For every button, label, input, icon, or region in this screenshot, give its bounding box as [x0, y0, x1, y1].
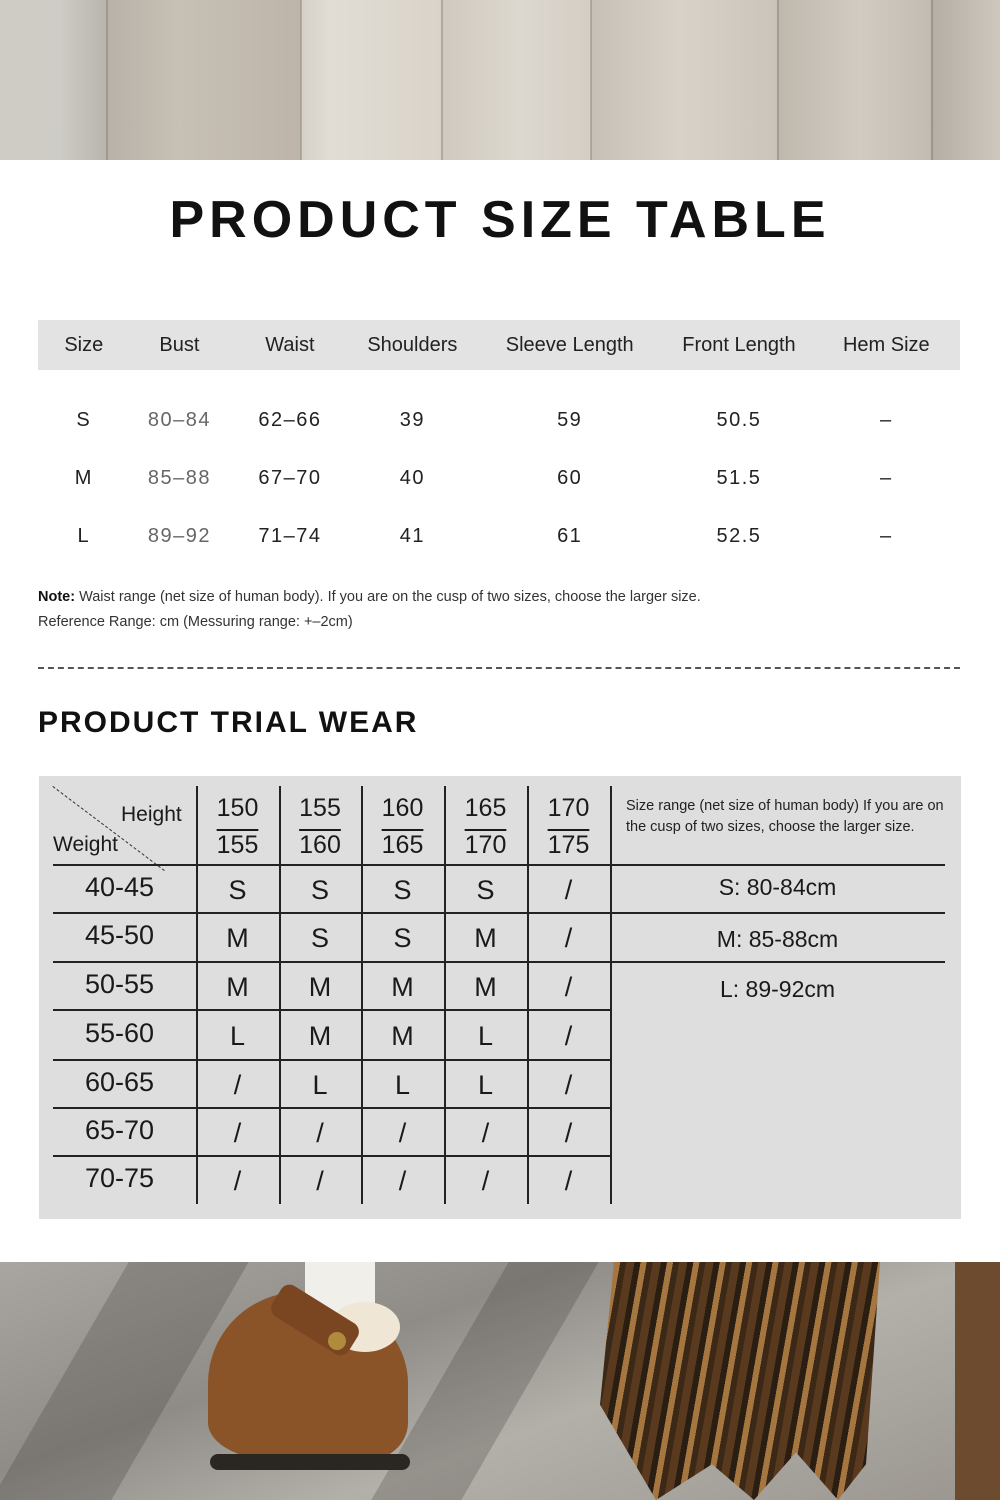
wall-plank-edge [300, 0, 302, 160]
wall-plank-edge [931, 0, 933, 160]
cell-sleeve-length: 60 [557, 466, 583, 489]
size-table-header [38, 320, 960, 370]
size-table [38, 320, 960, 565]
shoe-sole [210, 1454, 410, 1470]
fit-cell: L [229, 1020, 246, 1051]
range-m: M: 85-88cm [716, 926, 839, 952]
wooden-post [955, 1262, 1000, 1500]
height-header [196, 790, 279, 864]
fit-cell: / [481, 1166, 490, 1196]
table-row [38, 449, 960, 507]
fit-cell: S [310, 923, 329, 953]
fit-cell: / [481, 1117, 490, 1148]
wall-plank-edge [590, 0, 592, 160]
cell-waist: 71–74 [258, 524, 322, 547]
fit-cell: / [316, 1117, 324, 1148]
fit-cell: / [564, 1020, 573, 1051]
height-to: 170 [464, 831, 507, 859]
corner-height-label: Height [121, 803, 182, 826]
fit-cell: L [477, 1020, 494, 1051]
cell-sleeve-length: 59 [557, 408, 583, 431]
range-l: L: 89-92cm [719, 976, 836, 1002]
height-from: 155 [299, 794, 341, 822]
cell-front-length: 51.5 [716, 466, 762, 489]
height-from: 170 [547, 794, 590, 822]
table-row [38, 391, 960, 449]
weight-label: 40-45 [84, 871, 155, 902]
fit-cell: L [477, 1069, 494, 1100]
wall-plank-edge [106, 0, 108, 160]
height-to: 155 [216, 831, 259, 859]
fit-cell: M [474, 971, 497, 1002]
cell-size: L [77, 524, 91, 547]
header-size: Size [64, 333, 104, 356]
range-s: S: 80-84cm [718, 874, 837, 900]
fit-cell: M [308, 971, 332, 1002]
top-wall-photo [0, 0, 1000, 160]
fit-cell: / [233, 1117, 242, 1148]
note-label: Note: [38, 589, 76, 605]
height-header [361, 790, 444, 864]
height-header [444, 790, 527, 864]
height-to: 160 [299, 831, 341, 859]
height-header [527, 790, 610, 864]
plaid-scarf-fringe [600, 1262, 880, 1500]
cell-shoulders: 40 [399, 466, 425, 489]
dashed-divider [38, 667, 960, 669]
fit-cell: / [564, 1166, 573, 1196]
size-range-note: Size range (net size of human body) If you are on the cusp of two sizes, choose the larger size. [626, 798, 944, 835]
cell-hem-size: – [880, 524, 893, 547]
cell-hem-size: – [880, 466, 893, 489]
fit-cell: M [226, 923, 249, 953]
header-sleeve-length: Sleeve Length [505, 333, 634, 356]
weight-label: 60-65 [84, 1066, 155, 1097]
weight-label: 55-60 [84, 1017, 155, 1048]
page-title: PRODUCT SIZE TABLE [169, 191, 831, 249]
fit-cell: / [398, 1166, 407, 1196]
fit-cell: S [393, 874, 412, 905]
fit-cell: / [564, 971, 573, 1002]
fit-cell: M [308, 1020, 332, 1051]
fit-cell: / [564, 923, 573, 953]
cell-sleeve-length: 61 [557, 524, 583, 547]
size-note [38, 585, 701, 635]
cell-waist: 67–70 [258, 466, 322, 489]
weight-label: 65-70 [84, 1114, 155, 1145]
header-hem-size: Hem Size [842, 333, 930, 356]
height-from: 160 [381, 794, 424, 822]
fit-cell: / [233, 1166, 242, 1196]
height-to: 175 [547, 831, 590, 859]
cell-front-length: 52.5 [716, 524, 762, 547]
wall-plank-edge [441, 0, 443, 160]
cell-bust: 89–92 [147, 524, 211, 547]
header-front-length: Front Length [682, 333, 796, 356]
fit-cell: M [391, 1020, 414, 1051]
header-shoulders: Shoulders [367, 333, 458, 356]
fit-cell: S [228, 874, 247, 905]
cell-hem-size: – [880, 408, 893, 431]
fit-cell: M [226, 971, 249, 1002]
corner-diagonal [52, 786, 164, 871]
cell-front-length: 50.5 [716, 408, 762, 431]
fit-cell: L [394, 1069, 411, 1100]
cell-size: S [76, 408, 92, 431]
bottom-street-photo [0, 1262, 1000, 1500]
fit-cell: M [391, 971, 414, 1002]
trial-wear-title: PRODUCT TRIAL WEAR [38, 706, 419, 739]
fit-cell: / [316, 1166, 324, 1196]
weight-label: 70-75 [84, 1163, 155, 1193]
fit-cell: / [564, 1117, 573, 1148]
table-row [38, 507, 960, 565]
cell-size: M [74, 466, 93, 489]
header-waist: Waist [265, 333, 315, 356]
weight-label: 45-50 [84, 920, 155, 950]
fit-cell: / [398, 1117, 407, 1148]
corner-weight-label: Weight [53, 833, 118, 856]
note-line [38, 585, 701, 610]
fit-cell: S [393, 923, 412, 953]
wall-plank-edge [777, 0, 779, 160]
fit-cell: / [233, 1069, 242, 1100]
cell-waist: 62–66 [258, 408, 322, 431]
fit-cell: L [312, 1069, 328, 1100]
note-text: Waist range (net size of human body). If you are on the cusp of two sizes, choose the larger size. [79, 589, 701, 605]
reference-range: Reference Range: cm (Messuring range: +–2cm) [38, 614, 353, 630]
fit-cell: / [564, 1069, 573, 1100]
fit-cell: / [564, 874, 573, 905]
cell-shoulders: 41 [399, 524, 425, 547]
height-from: 150 [216, 794, 259, 822]
header-bust: Bust [159, 333, 200, 356]
trial-wear-grid [39, 776, 961, 1219]
cell-bust: 80–84 [147, 408, 211, 431]
fit-cell: M [474, 923, 497, 953]
size-table-body [38, 391, 960, 565]
fit-cell: S [310, 874, 329, 905]
height-to: 165 [381, 831, 424, 859]
fit-cell: S [476, 874, 495, 905]
grid-vertical-line [610, 786, 612, 1204]
height-from: 165 [464, 794, 507, 822]
weight-label: 50-55 [84, 968, 155, 999]
cell-bust: 85–88 [147, 466, 211, 489]
cell-shoulders: 39 [399, 408, 425, 431]
shoe-buckle [328, 1332, 346, 1350]
height-header [279, 790, 361, 864]
